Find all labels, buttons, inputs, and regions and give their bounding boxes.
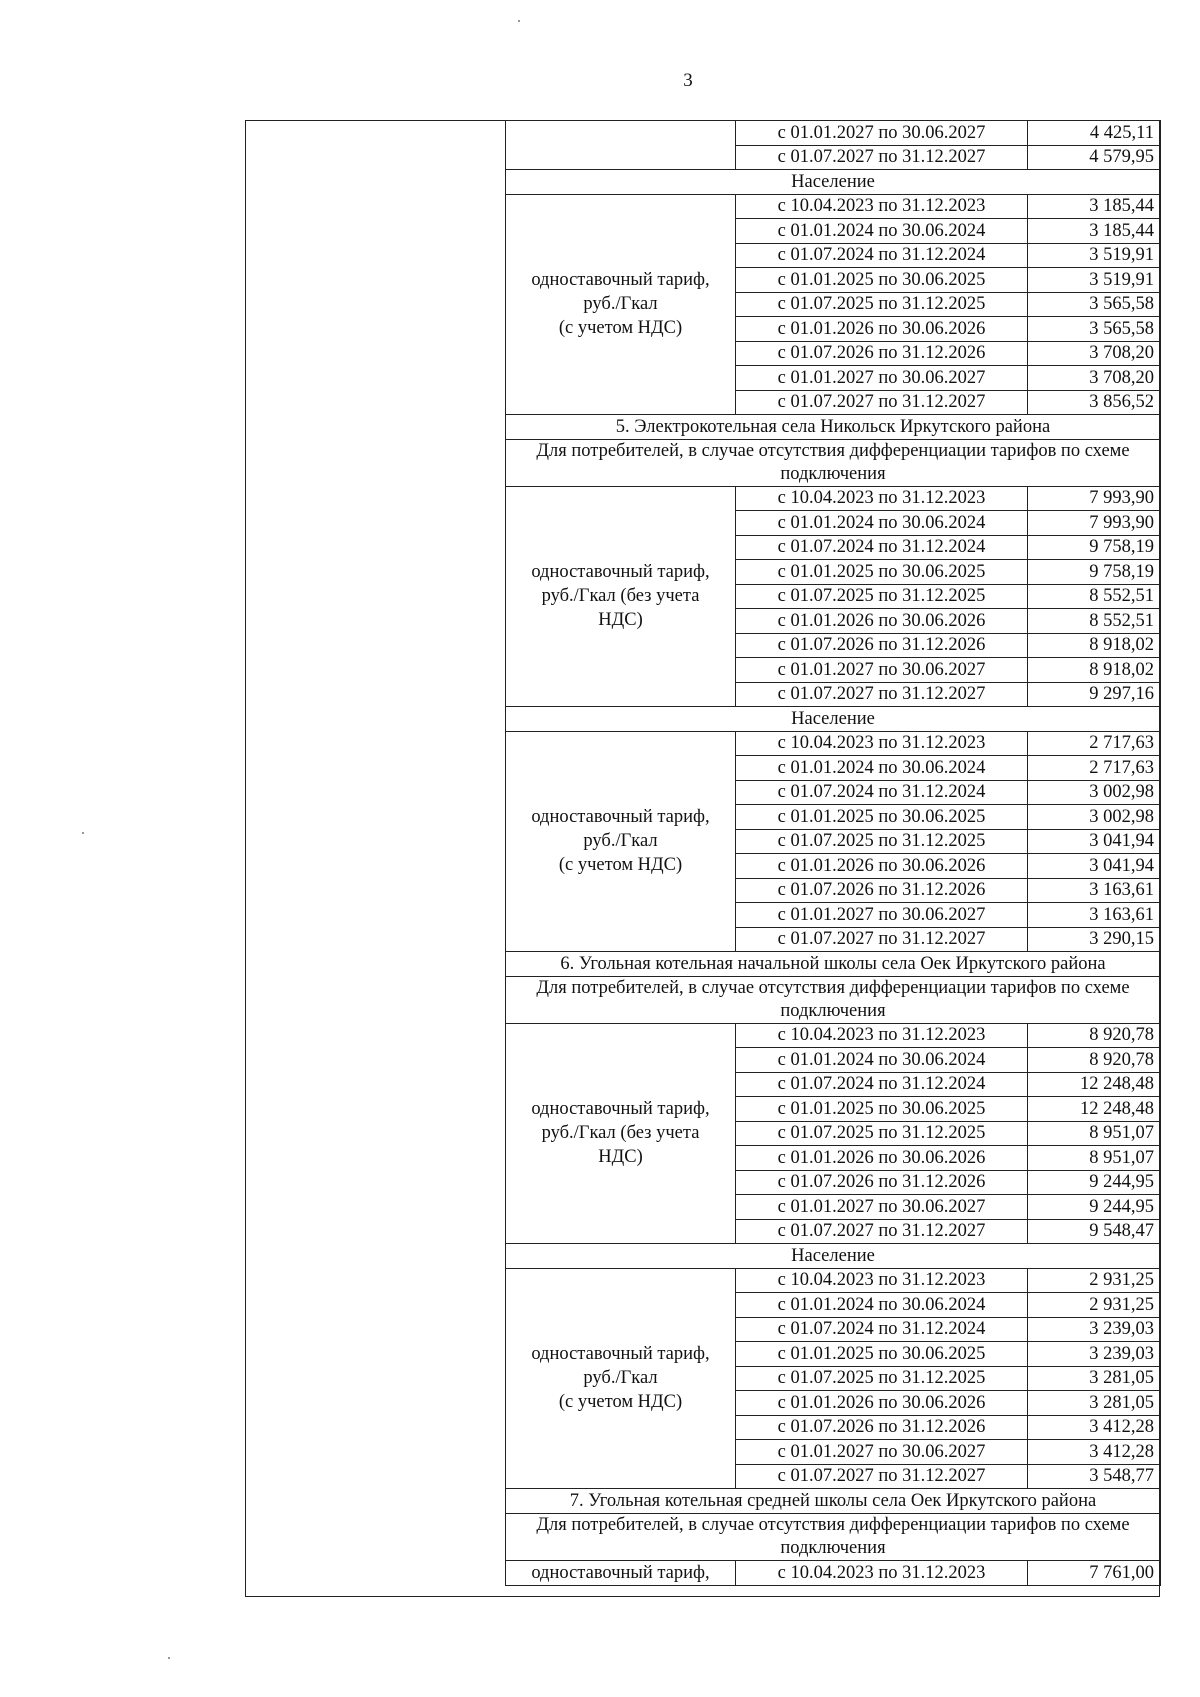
period-cell: с 01.01.2027 по 30.06.2027 [736, 903, 1028, 928]
rate-value-cell: 8 552,51 [1028, 584, 1161, 609]
period-cell: с 10.04.2023 по 31.12.2023 [736, 194, 1028, 219]
tariff-line: руб./Гкал [583, 831, 658, 852]
tariff-line: руб./Гкал [583, 1368, 658, 1389]
rate-value-cell: 3 412,28 [1028, 1415, 1161, 1440]
period-cell: с 01.01.2026 по 30.06.2026 [736, 854, 1028, 879]
tariff-table [505, 120, 1161, 1586]
tariff-line: одноставочный тариф, [531, 562, 710, 583]
tariff-line: (с учетом НДС) [558, 855, 683, 876]
period-cell: с 10.04.2023 по 31.12.2023 [736, 1023, 1028, 1048]
rate-value-cell: 2 931,25 [1028, 1293, 1161, 1318]
section-header-cell: 7. Угольная котельная средней школы села Оек Иркутского района [506, 1489, 1161, 1514]
period-cell: с 01.07.2027 по 31.12.2027 [736, 145, 1028, 170]
rate-value-cell: 8 918,02 [1028, 658, 1161, 683]
table-row [506, 1513, 1161, 1560]
period-cell: с 01.07.2027 по 31.12.2027 [736, 927, 1028, 952]
tariff-line: одноставочный тариф, [531, 1344, 710, 1365]
period-cell: с 01.01.2027 по 30.06.2027 [736, 121, 1028, 146]
table-row [506, 952, 1161, 977]
table-row [506, 170, 1161, 195]
period-cell: с 01.01.2025 по 30.06.2025 [736, 1097, 1028, 1122]
rate-value-cell: 8 918,02 [1028, 633, 1161, 658]
rate-value-cell: 3 281,05 [1028, 1366, 1161, 1391]
rate-value-cell: 3 163,61 [1028, 903, 1161, 928]
period-cell: с 01.07.2026 по 31.12.2026 [736, 1170, 1028, 1195]
tariff-line: одноставочный тариф, [531, 1562, 710, 1583]
rate-value-cell: 3 708,20 [1028, 341, 1161, 366]
table-row [506, 1244, 1161, 1269]
scan-speck [82, 832, 84, 834]
period-cell: с 01.07.2026 по 31.12.2026 [736, 341, 1028, 366]
rate-value-cell: 9 758,19 [1028, 560, 1161, 585]
scan-speck [168, 1657, 170, 1659]
rate-value-cell: 9 548,47 [1028, 1219, 1161, 1244]
period-cell: с 01.01.2026 по 30.06.2026 [736, 609, 1028, 634]
period-cell: с 10.04.2023 по 31.12.2023 [736, 486, 1028, 511]
table-row [506, 1489, 1161, 1514]
tariff-line: руб./Гкал (без учета [541, 1123, 700, 1144]
rate-value-cell: 4 425,11 [1028, 121, 1161, 146]
period-cell: с 01.07.2025 по 31.12.2025 [736, 584, 1028, 609]
rate-value-cell: 7 993,90 [1028, 486, 1161, 511]
period-cell: с 01.01.2026 по 30.06.2026 [736, 317, 1028, 342]
tariff-cell-empty [506, 121, 736, 170]
period-cell: с 01.01.2026 по 30.06.2026 [736, 1391, 1028, 1416]
tariff-type-cell [506, 1560, 736, 1585]
rate-value-cell: 7 993,90 [1028, 511, 1161, 536]
table-row [506, 976, 1161, 1023]
rate-value-cell: 3 002,98 [1028, 805, 1161, 830]
period-cell: с 01.07.2026 по 31.12.2026 [736, 1415, 1028, 1440]
rate-value-cell: 2 931,25 [1028, 1268, 1161, 1293]
rate-value-cell: 12 248,48 [1028, 1072, 1161, 1097]
period-cell: с 01.07.2027 по 31.12.2027 [736, 1464, 1028, 1489]
rate-value-cell: 9 758,19 [1028, 535, 1161, 560]
table-row [506, 121, 1161, 146]
consumer-header-cell: Для потребителей, в случае отсутствия дифференциации тарифов по схеме подключения [506, 1513, 1161, 1560]
group-header-cell: Население [506, 170, 1161, 195]
rate-value-cell: 2 717,63 [1028, 756, 1161, 781]
table-row [506, 439, 1161, 486]
group-header-cell: Население [506, 707, 1161, 732]
period-cell: с 01.01.2024 по 30.06.2024 [736, 511, 1028, 536]
rate-value-cell: 3 290,15 [1028, 927, 1161, 952]
period-cell: с 01.07.2026 по 31.12.2026 [736, 633, 1028, 658]
page-number: 3 [683, 70, 693, 91]
period-cell: с 01.07.2025 по 31.12.2025 [736, 1366, 1028, 1391]
table-row [506, 707, 1161, 732]
group-header-cell: Население [506, 1244, 1161, 1269]
period-cell: с 01.07.2024 по 31.12.2024 [736, 1072, 1028, 1097]
rate-value-cell: 8 552,51 [1028, 609, 1161, 634]
tariff-type-cell [506, 194, 736, 415]
period-cell: с 01.01.2024 по 30.06.2024 [736, 219, 1028, 244]
rate-value-cell: 3 519,91 [1028, 243, 1161, 268]
period-cell: с 01.07.2024 по 31.12.2024 [736, 1317, 1028, 1342]
period-cell: с 01.07.2025 по 31.12.2025 [736, 1121, 1028, 1146]
rate-value-cell: 3 002,98 [1028, 780, 1161, 805]
tariff-line: НДС) [598, 610, 643, 631]
tariff-line: руб./Гкал (без учета [541, 586, 700, 607]
rate-value-cell: 3 185,44 [1028, 219, 1161, 244]
consumer-header-cell: Для потребителей, в случае отсутствия дифференциации тарифов по схеме подключения [506, 976, 1161, 1023]
period-cell: с 01.01.2024 по 30.06.2024 [736, 1048, 1028, 1073]
table-row [506, 194, 1161, 219]
tariff-line: руб./Гкал [583, 294, 658, 315]
rate-value-cell: 4 579,95 [1028, 145, 1161, 170]
section-header-cell: 5. Электрокотельная села Никольск Иркутского района [506, 415, 1161, 440]
table-row [506, 415, 1161, 440]
period-cell: с 01.01.2026 по 30.06.2026 [736, 1146, 1028, 1171]
tariff-type-cell [506, 1023, 736, 1244]
rate-value-cell: 3 856,52 [1028, 390, 1161, 415]
rate-value-cell: 3 041,94 [1028, 829, 1161, 854]
period-cell: с 01.07.2027 по 31.12.2027 [736, 390, 1028, 415]
scan-speck [518, 20, 520, 22]
period-cell: с 01.01.2025 по 30.06.2025 [736, 1342, 1028, 1367]
table-row [506, 1023, 1161, 1048]
table-row [506, 1560, 1161, 1585]
rate-value-cell: 3 565,58 [1028, 317, 1161, 342]
consumer-header-cell: Для потребителей, в случае отсутствия дифференциации тарифов по схеме подключения [506, 439, 1161, 486]
tariff-line: НДС) [598, 1147, 643, 1168]
rate-value-cell: 3 412,28 [1028, 1440, 1161, 1465]
period-cell: с 01.07.2027 по 31.12.2027 [736, 1219, 1028, 1244]
tariff-line: одноставочный тариф, [531, 807, 710, 828]
tariff-line: одноставочный тариф, [531, 1099, 710, 1120]
period-cell: с 01.01.2025 по 30.06.2025 [736, 560, 1028, 585]
rate-value-cell: 9 297,16 [1028, 682, 1161, 707]
tariff-type-cell [506, 731, 736, 952]
rate-value-cell: 2 717,63 [1028, 731, 1161, 756]
period-cell: с 01.07.2027 по 31.12.2027 [736, 682, 1028, 707]
rate-value-cell: 3 708,20 [1028, 366, 1161, 391]
period-cell: с 01.07.2024 по 31.12.2024 [736, 535, 1028, 560]
rate-value-cell: 7 761,00 [1028, 1560, 1161, 1585]
period-cell: с 10.04.2023 по 31.12.2023 [736, 1560, 1028, 1585]
tariff-line: (с учетом НДС) [558, 318, 683, 339]
period-cell: с 01.01.2027 по 30.06.2027 [736, 1440, 1028, 1465]
period-cell: с 01.07.2024 по 31.12.2024 [736, 780, 1028, 805]
rate-value-cell: 9 244,95 [1028, 1170, 1161, 1195]
table-row [506, 486, 1161, 511]
rate-value-cell: 8 951,07 [1028, 1146, 1161, 1171]
tariff-type-cell [506, 1268, 736, 1489]
period-cell: с 01.01.2024 по 30.06.2024 [736, 1293, 1028, 1318]
period-cell: с 01.01.2024 по 30.06.2024 [736, 756, 1028, 781]
rate-value-cell: 3 163,61 [1028, 878, 1161, 903]
period-cell: с 01.01.2027 по 30.06.2027 [736, 366, 1028, 391]
tariff-line: (с учетом НДС) [558, 1392, 683, 1413]
rate-value-cell: 3 239,03 [1028, 1317, 1161, 1342]
rate-value-cell: 3 281,05 [1028, 1391, 1161, 1416]
period-cell: с 01.07.2025 по 31.12.2025 [736, 292, 1028, 317]
tariff-table-body [506, 121, 1161, 1586]
table-row [506, 731, 1161, 756]
tariff-line: одноставочный тариф, [531, 270, 710, 291]
table-row [506, 1268, 1161, 1293]
rate-value-cell: 8 951,07 [1028, 1121, 1161, 1146]
period-cell: с 01.07.2024 по 31.12.2024 [736, 243, 1028, 268]
period-cell: с 01.07.2025 по 31.12.2025 [736, 829, 1028, 854]
period-cell: с 01.01.2027 по 30.06.2027 [736, 658, 1028, 683]
rate-value-cell: 3 239,03 [1028, 1342, 1161, 1367]
tariff-type-cell [506, 486, 736, 707]
rate-value-cell: 8 920,78 [1028, 1048, 1161, 1073]
rate-value-cell: 3 041,94 [1028, 854, 1161, 879]
period-cell: с 01.07.2026 по 31.12.2026 [736, 878, 1028, 903]
rate-value-cell: 12 248,48 [1028, 1097, 1161, 1122]
period-cell: с 01.01.2027 по 30.06.2027 [736, 1195, 1028, 1220]
rate-value-cell: 3 185,44 [1028, 194, 1161, 219]
period-cell: с 10.04.2023 по 31.12.2023 [736, 731, 1028, 756]
rate-value-cell: 9 244,95 [1028, 1195, 1161, 1220]
rate-value-cell: 3 548,77 [1028, 1464, 1161, 1489]
rate-value-cell: 8 920,78 [1028, 1023, 1161, 1048]
period-cell: с 01.01.2025 по 30.06.2025 [736, 268, 1028, 293]
section-header-cell: 6. Угольная котельная начальной школы села Оек Иркутского района [506, 952, 1161, 977]
period-cell: с 01.01.2025 по 30.06.2025 [736, 805, 1028, 830]
rate-value-cell: 3 519,91 [1028, 268, 1161, 293]
period-cell: с 10.04.2023 по 31.12.2023 [736, 1268, 1028, 1293]
rate-value-cell: 3 565,58 [1028, 292, 1161, 317]
